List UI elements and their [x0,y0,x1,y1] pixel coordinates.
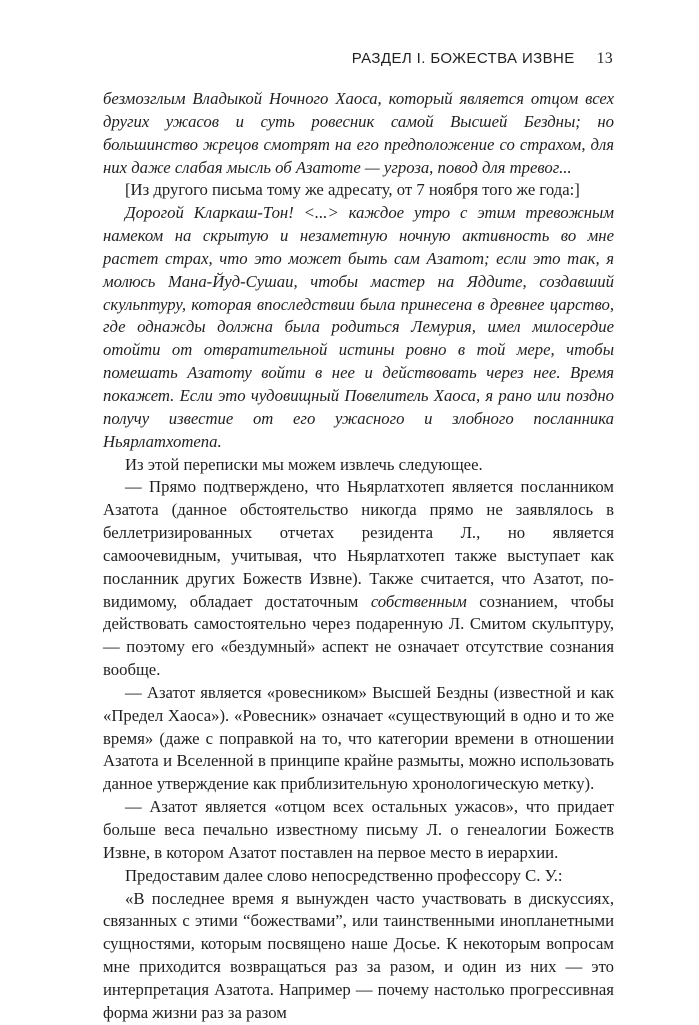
paragraph-text: безмозглым Владыкой Ночного Хаоса, который является отцом всех других ужасов и суть ровесник самой Высшей Бездны; но большинство жрецов смотрят на его предположение со страхом, для них даже слабая мысль об Азатоте — угроза, повод для тревог... [103,89,614,177]
paragraph-text: [Из другого письма тому же адресату, от 7 ноября того же года:] [125,180,580,200]
paragraph-text: — Прямо подтверждено, что Ньярлатхотеп является посланником Азатота (данное обстоятельство никогда прямо не заявлялось в беллетризированных отчетах резидента Л., но является самоочевидным, учитывая, что Ньярлатхотеп также выступает как посланник других Божеств Извне). Также считается, что Азатот, по-видимому, обладает достаточным [103,477,614,611]
list-paragraph [103,796,614,865]
list-paragraph [103,682,614,796]
paragraph-text: Из этой переписки мы можем извлечь следующее. [125,454,483,474]
paragraph [103,888,614,1025]
paragraph-text: — Азатот является «отцом всех остальных ужасов», что придает больше веса печально известному письму Л. о генеалогии Божеств Извне, в котором Азатот поставлен на первое место в иерархии. [103,797,614,862]
paragraph [103,179,614,202]
paragraph-text: Дорогой Кларкаш-Тон! <...> каждое утро с этим тревожным намеком на скрытую и незаметную ночную активность во мне растет страх, что это может быть сам Азатот; если это так, я молюсь Мана-Йуд-Сушаи, чтобы мастер на Яддите, создавший скульптуру, которая впоследствии была принесена в древнее царство, где однажды должна была родиться Лемурия, имел милосердие отойти от отвратительной истины ровно в той мере, чтобы помешать Азатоту войти в нее и действовать через нее. Время покажет. Если это чудовищный Повелитель Хаоса, я рано или поздно получу известие от его ужасного и злобного посланника Ньярлатхотепа. [103,203,614,451]
paragraph [103,88,614,179]
paragraph [103,865,614,888]
quoted-letter-paragraph [103,202,614,453]
running-head [352,50,613,68]
paragraph-text: Предоставим далее слово непосредственно профессору С. У.: [125,865,563,885]
paragraph [103,454,614,477]
page-number: 13 [596,50,613,67]
paragraph-text: «В последнее время я вынужден часто участвовать в дискуссиях, связанных с этими “божествами”, или таинственными инопланетными сущностями, которым посвящено наше Досье. К некоторым вопросам мне приходится возвращаться раз за разом, и один из них — это интерпретация Азатота. Например — почему настолько прогрессивная форма жизни раз за разом [103,888,614,1022]
paragraph-text: — Азатот является «ровесником» Высшей Бездны (известной и как «Предел Хаоса»). «Ровесник» означает «существующий в одно и то же время» (даже с поправкой на то, что категории времени в отношении Азатота и Вселенной в принципе крайне размыты, можно использовать данное утверждение как приблизительную хронологическую метку). [103,682,614,794]
section-title: РАЗДЕЛ I. БОЖЕСТВА ИЗВНЕ [351,50,575,67]
body-text [103,88,614,1025]
emphasis: собственным [370,591,467,611]
paragraph-text: сознанием, чтобы действовать самостоятельно через подаренную Л. Смитом скульптуру, — поэтому его «бездумный» аспект не означает отсутствие сознания вообще. [103,591,614,680]
list-paragraph [103,476,614,682]
